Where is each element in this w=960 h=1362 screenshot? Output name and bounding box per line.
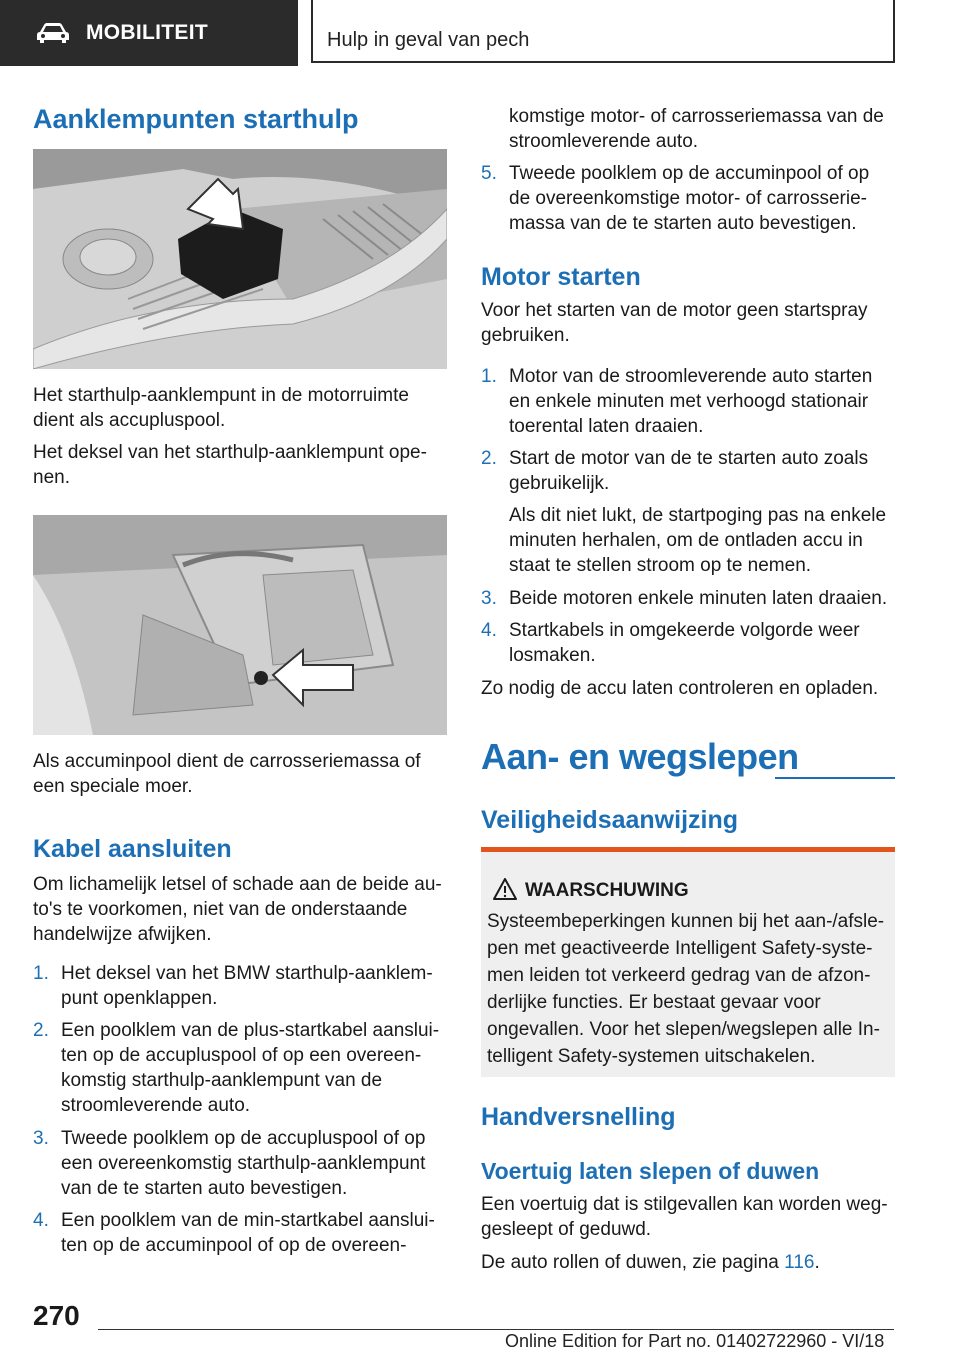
list-text-line: stroomleverende auto. — [61, 1095, 251, 1116]
heading-rule — [775, 777, 895, 779]
list-text-line: gebruikelijk. — [509, 473, 610, 494]
list-text-line: en enkele minuten met verhoogd stationair — [509, 391, 869, 412]
page-number: 270 — [33, 1300, 80, 1331]
list-item — [33, 1126, 447, 1201]
step4-cont-line-1: komstige motor- of carrosseriemassa van de — [509, 106, 884, 127]
warning-line: Systeembeperkingen kunnen bij het aan-/afsle- — [487, 911, 885, 932]
list-number: 1. — [481, 366, 497, 387]
list-text-line: een overeenkomstig starthulp-aanklempunt — [61, 1153, 426, 1174]
motor-intro-line-1: Voor het starten van de motor geen startspray — [481, 300, 868, 321]
engine-photo-2-illustration — [33, 515, 447, 735]
list-item — [481, 446, 895, 576]
car-icon — [36, 22, 70, 44]
section-label: MOBILITEIT — [86, 21, 208, 44]
kabel-intro-line-2: to's te voorkomen, niet van de onderstaande — [33, 899, 408, 920]
push-line-1: Een voertuig dat is stilgevallen kan worden weg- — [481, 1194, 888, 1215]
list-number: 1. — [33, 963, 49, 984]
engine-photo-2 — [33, 515, 447, 735]
list-text-line: Motor van de stroomleverende auto starten — [509, 366, 873, 387]
list-number: 5. — [481, 163, 497, 184]
list-number: 4. — [33, 1210, 49, 1231]
list-text-line: Als dit niet lukt, de startpoging pas na enkele — [509, 505, 887, 526]
caption-2-line-2: een speciale moer. — [33, 776, 193, 797]
list-text-line: losmaken. — [509, 645, 596, 666]
page-link-116[interactable]: 116 — [784, 1252, 815, 1273]
list-text-line: van de te starten auto bevestigen. — [61, 1178, 348, 1199]
list-item — [481, 364, 895, 439]
list-text-line: Beide motoren enkele minuten laten draaien. — [509, 588, 888, 609]
motor-intro-line-2: gebruiken. — [481, 325, 570, 346]
heading-handversnelling: Handversnelling — [481, 1103, 676, 1131]
caption-2-line-1: Als accuminpool dient de carrosseriemassa of — [33, 751, 421, 772]
list-text-line: ten op de accuminpool of op de overeen- — [61, 1235, 407, 1256]
list-number: 4. — [481, 620, 497, 641]
page-header — [0, 0, 960, 66]
push-text: De auto rollen of duwen, zie pagina — [481, 1252, 785, 1273]
list-text-line: Start de motor van de te starten auto zoals — [509, 448, 869, 469]
warning-line: ongevallen. Voor het slepen/wegslepen alle In- — [487, 1019, 880, 1040]
kabel-intro-line-1: Om lichamelijk letsel of schade aan de beide au- — [33, 874, 442, 895]
warning-box — [481, 847, 895, 1077]
list-text-line: Het deksel van het BMW starthulp-aanklem- — [61, 963, 433, 984]
heading-veiligheidsaanwijzing: Veiligheidsaanwijzing — [481, 806, 739, 834]
kabel-intro-line-3: handelwijze afwijken. — [33, 924, 212, 945]
list-text-line: minuten herhalen, om de ontladen accu in — [509, 530, 863, 551]
caption-1-line-4: nen. — [33, 467, 70, 488]
step4-cont-line-2: stroomleverende auto. — [509, 131, 699, 152]
warning-line: men leiden tot verkeerd gedrag van de afzon- — [487, 965, 871, 986]
engine-photo-1-illustration — [33, 149, 447, 369]
motor-outro: Zo nodig de accu laten controleren en opladen. — [481, 678, 879, 699]
section-tab[interactable] — [0, 0, 298, 66]
chapter-title: Hulp in geval van pech — [327, 29, 530, 51]
warning-line: telligent Safety-systemen uitschakelen. — [487, 1046, 816, 1067]
engine-photo-1 — [33, 149, 447, 369]
push-line-3 — [481, 1250, 820, 1275]
list-text-line: Een poolklem van de min-startkabel aanslui- — [61, 1210, 435, 1231]
caption-1-line-3: Het deksel van het starthulp-aanklempunt ope- — [33, 442, 427, 463]
list-number: 2. — [481, 448, 497, 469]
footer-edition: Online Edition for Part no. 01402722960 - VI/18 — [505, 1331, 885, 1351]
list-text-line: ten op de accupluspool of op een overeen- — [61, 1045, 422, 1066]
push-line-2: gesleept of geduwd. — [481, 1219, 652, 1240]
warning-line: pen met geactiveerde Intelligent Safety-syste- — [487, 938, 873, 959]
list-item — [481, 618, 895, 668]
heading-aanklempunten: Aanklempunten starthulp — [33, 104, 359, 134]
list-text-line: komstig starthulp-aanklempunt van de — [61, 1070, 383, 1091]
warning-body — [487, 908, 889, 1070]
list-text-line: Tweede poolklem op de accuminpool of op — [509, 163, 870, 184]
heading-aan-en-wegslepen: Aan- en wegslepen — [481, 736, 799, 777]
list-text-line: toerental laten draaien. — [509, 416, 704, 437]
push-text-end: . — [814, 1252, 820, 1273]
list-text-line: de overeenkomstige motor- of carrosserie- — [509, 188, 867, 209]
list-number: 3. — [33, 1128, 49, 1149]
warning-line: derlijke functies. Er bestaat gevaar voor — [487, 992, 821, 1013]
caption-1-line-1: Het starthulp-aanklempunt in de motorruimte — [33, 385, 409, 406]
heading-voertuig-slepen: Voertuig laten slepen of duwen — [481, 1158, 820, 1184]
warning-title: WAARSCHUWING — [525, 880, 689, 901]
warning-triangle-icon — [493, 878, 517, 900]
heading-kabel-aansluiten: Kabel aansluiten — [33, 835, 232, 863]
list-item — [33, 1018, 447, 1118]
list-text-line: punt openklappen. — [61, 988, 218, 1009]
footer-rule — [98, 1329, 894, 1330]
list-number: 3. — [481, 588, 497, 609]
list-item — [33, 1208, 447, 1258]
list-text-line: Een poolklem van de plus-startkabel aanslui- — [61, 1020, 440, 1041]
list-text-line: staat te stellen stroom op te nemen. — [509, 555, 812, 576]
chapter-box — [311, 0, 895, 63]
list-item — [481, 161, 895, 236]
list-item — [33, 961, 447, 1011]
list-text-line: Startkabels in omgekeerde volgorde weer — [509, 620, 860, 641]
list-item — [481, 586, 895, 611]
caption-1-line-2: dient als accupluspool. — [33, 410, 226, 431]
list-number: 2. — [33, 1020, 49, 1041]
list-text-line: massa van de te starten auto bevestigen. — [509, 213, 857, 234]
heading-motor-starten: Motor starten — [481, 263, 641, 291]
list-text-line: Tweede poolklem op de accupluspool of op — [61, 1128, 426, 1149]
